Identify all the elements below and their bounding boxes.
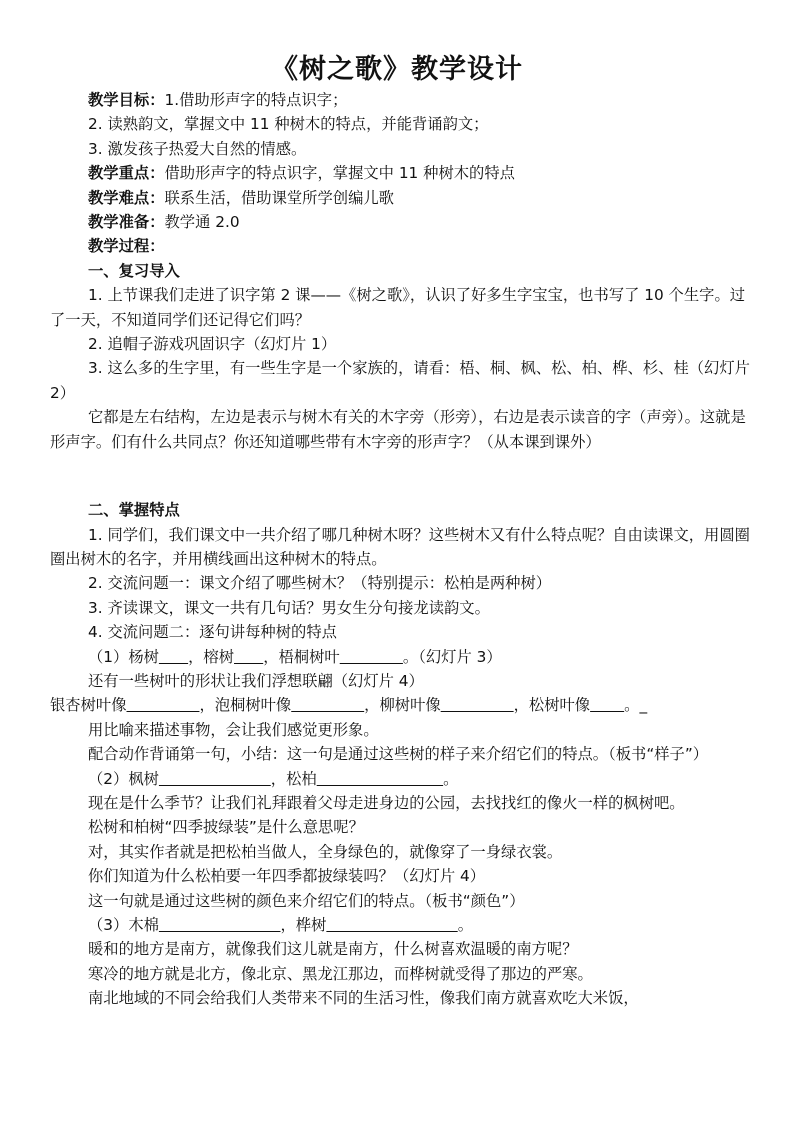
- fill-in-question: [50, 645, 750, 669]
- paragraph: 你们知道为什么松柏要一年四季都披绿装吗？（幻灯片 4）: [88, 867, 486, 886]
- paragraph: 寒冷的地方就是北方，像北京、黑龙江那边，而桦树就受得了那边的严寒。: [88, 964, 593, 983]
- answer-blank: [317, 770, 443, 788]
- question-text: ，榕树: [188, 647, 235, 666]
- question-text: ，松柏: [270, 769, 317, 788]
- paragraph: 3. 齐读课文，课文一共有几句话？男女生分句接龙读韵文。: [88, 598, 490, 617]
- paragraph: 配合动作背诵第一句，小结：这一句是通过这些树的样子来介绍它们的特点。（板书“样子”）: [88, 745, 709, 764]
- paragraph: 现在是什么季节？让我们礼拜跟着父母走进身边的公园，去找找红的像火一样的枫树吧。: [88, 793, 685, 812]
- paragraph: 松树和柏树“四季披绿装”是什么意思呢？: [88, 818, 364, 837]
- answer-blank: [291, 696, 364, 714]
- question-text: ，桦树: [280, 916, 327, 934]
- question-text: ，泡桐树叶像: [199, 696, 292, 715]
- fill-in-question: [50, 767, 750, 791]
- question-text: 。: [457, 916, 473, 934]
- question-text: 。（幻灯片 3）: [402, 647, 502, 666]
- paragraph: 2. 追帽子游戏巩固识字（幻灯片 1）: [88, 335, 337, 354]
- answer-blank: [159, 916, 281, 934]
- answer-blank: [127, 696, 200, 714]
- preparation-text: 教学通 2.0: [164, 213, 240, 232]
- paragraph: 还有一些树叶的形状让我们浮想联翩（幻灯片 4）: [88, 671, 424, 690]
- key-point-label: 教学重点：: [88, 164, 165, 183]
- question-text: 。: [443, 769, 459, 788]
- objectives-label: 教学目标：: [88, 91, 165, 109]
- answer-blank: [441, 696, 514, 714]
- paragraph: 对，其实作者就是把松柏当做人，全身绿色的，就像穿了一身绿衣裳。: [88, 842, 563, 861]
- question-text: （2）枫树: [88, 769, 159, 788]
- question-text: 。_: [624, 696, 648, 715]
- question-text: ，松树叶像: [513, 696, 591, 715]
- paragraph: 2. 交流问题一：课文介绍了哪些树木？（特别提示：松柏是两种树）: [88, 574, 552, 593]
- difficulty-text: 联系生活，借助课堂所学创编儿歌: [164, 188, 394, 207]
- objective-item: 1.借助形声字的特点识字；: [164, 91, 348, 109]
- objectives: [50, 88, 750, 112]
- question-text: （3）木棉: [88, 916, 159, 934]
- section-heading: 二、掌握特点: [88, 501, 180, 520]
- objective-item: 2. 读熟韵文，掌握文中 11 种树木的特点，并能背诵韵文；: [88, 115, 489, 134]
- question-text: （1）杨树: [88, 647, 159, 666]
- objective-item: 3. 激发孩子热爱大自然的情感。: [88, 139, 307, 158]
- difficulty: [50, 186, 750, 210]
- answer-blank: [234, 648, 263, 666]
- answer-blank: [590, 696, 624, 714]
- paragraph: 暖和的地方是南方，就像我们这儿就是南方，什么树喜欢温暖的南方呢？: [88, 940, 578, 959]
- spacer: [50, 454, 750, 498]
- preparation: [50, 210, 750, 234]
- paragraph: 南北地域的不同会给我们人类带来不同的生活习性，像我们南方就喜欢吃大米饭，: [88, 989, 639, 1008]
- paragraph: 用比喻来描述事物，会让我们感觉更形象。: [88, 720, 379, 739]
- simile-question: [50, 693, 750, 717]
- paragraph: 3. 这么多的生字里，有一些生字是一个家族的，请看：梧、桐、枫、松、柏、桦、杉、桂（幻灯片 2）: [50, 359, 750, 402]
- paragraph: 这一句就是通过这些树的颜色来介绍它们的特点。（板书“颜色”）: [88, 891, 525, 910]
- answer-blank: [340, 648, 403, 666]
- paragraph: 1. 上节课我们走进了识字第 2 课——《树之歌》，认识了好多生字宝宝，也书写了 10 个生字。过了一天，不知道同学们还记得它们吗？: [50, 286, 746, 329]
- preparation-label: 教学准备：: [88, 213, 165, 232]
- section-heading: 一、复习导入: [88, 261, 180, 280]
- question-text: ，柳树叶像: [364, 696, 441, 715]
- answer-blank: [326, 916, 457, 934]
- page-title: 《树之歌》教学设计: [271, 54, 523, 85]
- question-text: 银杏树叶像: [50, 696, 127, 715]
- question-text: ，梧桐树叶: [263, 647, 340, 666]
- document-body: [50, 88, 750, 1011]
- difficulty-label: 教学难点：: [88, 188, 165, 207]
- fill-in-question: [50, 913, 750, 937]
- answer-blank: [159, 770, 271, 788]
- paragraph: 4. 交流问题二：逐句讲每种树的特点: [88, 623, 337, 642]
- answer-blank: [159, 648, 188, 666]
- paragraph: 1. 同学们，我们课文中一共介绍了哪几种树木呀？这些树木又有什么特点呢？自由读课文，用圆圈圈出树木的名字，并用横线画出这种树木的特点。: [50, 525, 750, 568]
- process-label: 教学过程：: [88, 237, 165, 256]
- key-point-text: 借助形声字的特点识字，掌握文中 11 种树木的特点: [164, 164, 515, 183]
- key-point: [50, 161, 750, 185]
- paragraph: 它都是左右结构，左边是表示与树木有关的木字旁（形旁），右边是表示读音的字（声旁）。这就是形声字。们有什么共同点？你还知道哪些带有木字旁的形声字？（从本课到课外）: [50, 408, 746, 451]
